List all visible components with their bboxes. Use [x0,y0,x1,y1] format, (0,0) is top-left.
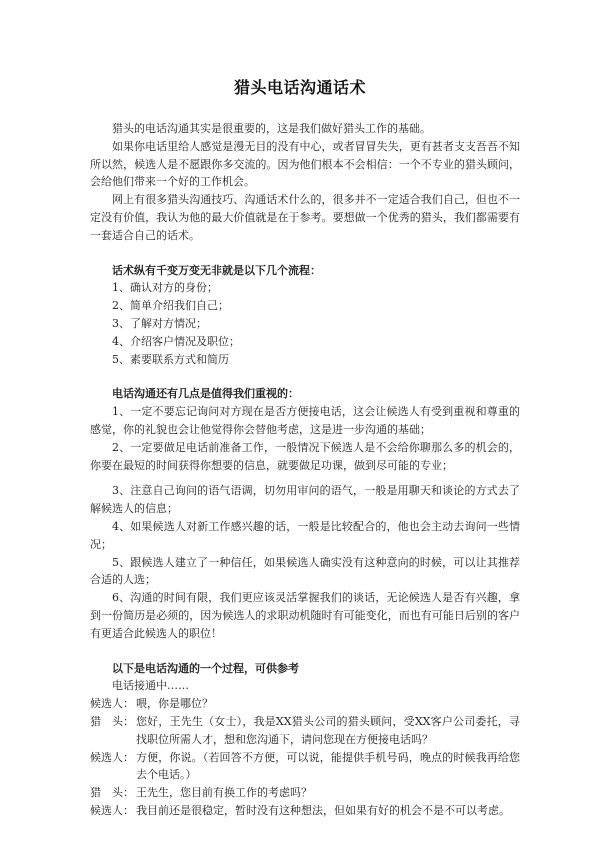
process-item: 3、了解对方情况； [112,316,207,330]
speech-text: 我目前还是很稳定，暂时没有这种想法，但如果有好的机会不是不可以考虑。 [136,803,510,817]
dialog-line [90,749,520,785]
points-heading: 电话沟通还有几点是值得我们重视的： [112,387,299,401]
speaker-label: 猎 头： [90,714,134,728]
speech-text: 王先生，您目前有换工作的考虑吗？ [136,786,312,800]
speaker-label: 候选人： [90,697,134,711]
example-heading: 以下是电话沟通的一个过程，可供参考 [112,661,299,675]
process-item: 4、介绍客户情况及职位； [112,334,240,348]
call-status: 电话接通中…… [112,679,189,693]
process-item: 5、素要联系方式和简历 [112,352,229,366]
point-item: 3、注意自己询问的语气语调，切勿用审问的语气，一般是用聊天和谈论的方式去了解候选人的信息； [90,484,520,516]
process-item: 1、确认对方的身份； [112,281,218,295]
intro-paragraph-2: 如果你电话里给人感觉是漫无目的没有中心，或者冒冒失失，更有甚者支支吾吾不知所以然，候选人是不愿跟你多交流的。因为他们根本不会相信：一个不专业的猎头顾问，会给他们带来一个好的工作机会。 [90,139,520,189]
point-item: 2、一定要做足电话前准备工作，一般情况下候选人是不会给你聊那么多的机会的，你要在最短的时间获得你想要的信息，就要做足功课，做到尽可能的专业； [90,440,520,472]
process-item: 2、简单介绍我们自己； [112,299,229,313]
speaker-label: 候选人： [90,803,134,817]
speech-text: 您好，王先生（女士），我是XX猎头公司的猎头顾问，受XX客户公司委托，寻找职位所需人才，想和您沟通下，请问您现在方便接电话吗？ [136,714,520,746]
speech-text: 喂，你是哪位？ [136,697,213,711]
intro-paragraph-1: 猎头的电话沟通其实是很重要的，这是我们做好猎头工作的基础。 [112,122,431,135]
dialog-line [90,713,520,749]
point-item: 1、一定不要忘记询问对方现在是否方便接电话，这会让候选人有受到重视和尊重的感觉，你的礼貌也会让他觉得你会替他考虑，这是进一步沟通的基础； [90,405,520,436]
speaker-label: 猎 头： [90,786,134,800]
intro-paragraph-3: 网上有很多猎头沟通技巧、沟通话术什么的，很多并不一定适合我们自己，但也不一定没有价值，我认为他的最大价值就是在于参考。要想做一个优秀的猎头，我们都需要有一套适合自己的话术。 [90,193,520,242]
document-body [90,120,520,820]
point-item: 5、跟候选人建立了一种信任，如果候选人确实没有这种意向的时候，可以让其推荐合适的人选； [90,555,520,587]
point-item: 4、如果候选人对新工作感兴趣的话，一般是比较配合的，他也会主动去询问一些情况； [90,519,520,551]
speaker-label: 候选人： [90,750,134,764]
speech-text: 方便，你说。（若回答不方便，可以说，能提供手机号码，晚点的时候我再给您去个电话。） [136,750,520,782]
point-item: 6、沟通的时间有限，我们更应该灵活掌握我们的谈话，无论候选人是否有兴趣，拿到一份简历是必须的，因为候选人的求职动机随时有可能变化，而也有可能日后别的客户有更适合此候选人的职位！ [90,591,520,640]
dialog-line [90,802,520,820]
page-title: 猎头电话沟通话术 [233,78,366,97]
dialog-line [90,784,520,802]
dialog-line [90,695,520,713]
process-heading: 话术纵有千变万变无非就是以下几个流程： [112,263,321,277]
